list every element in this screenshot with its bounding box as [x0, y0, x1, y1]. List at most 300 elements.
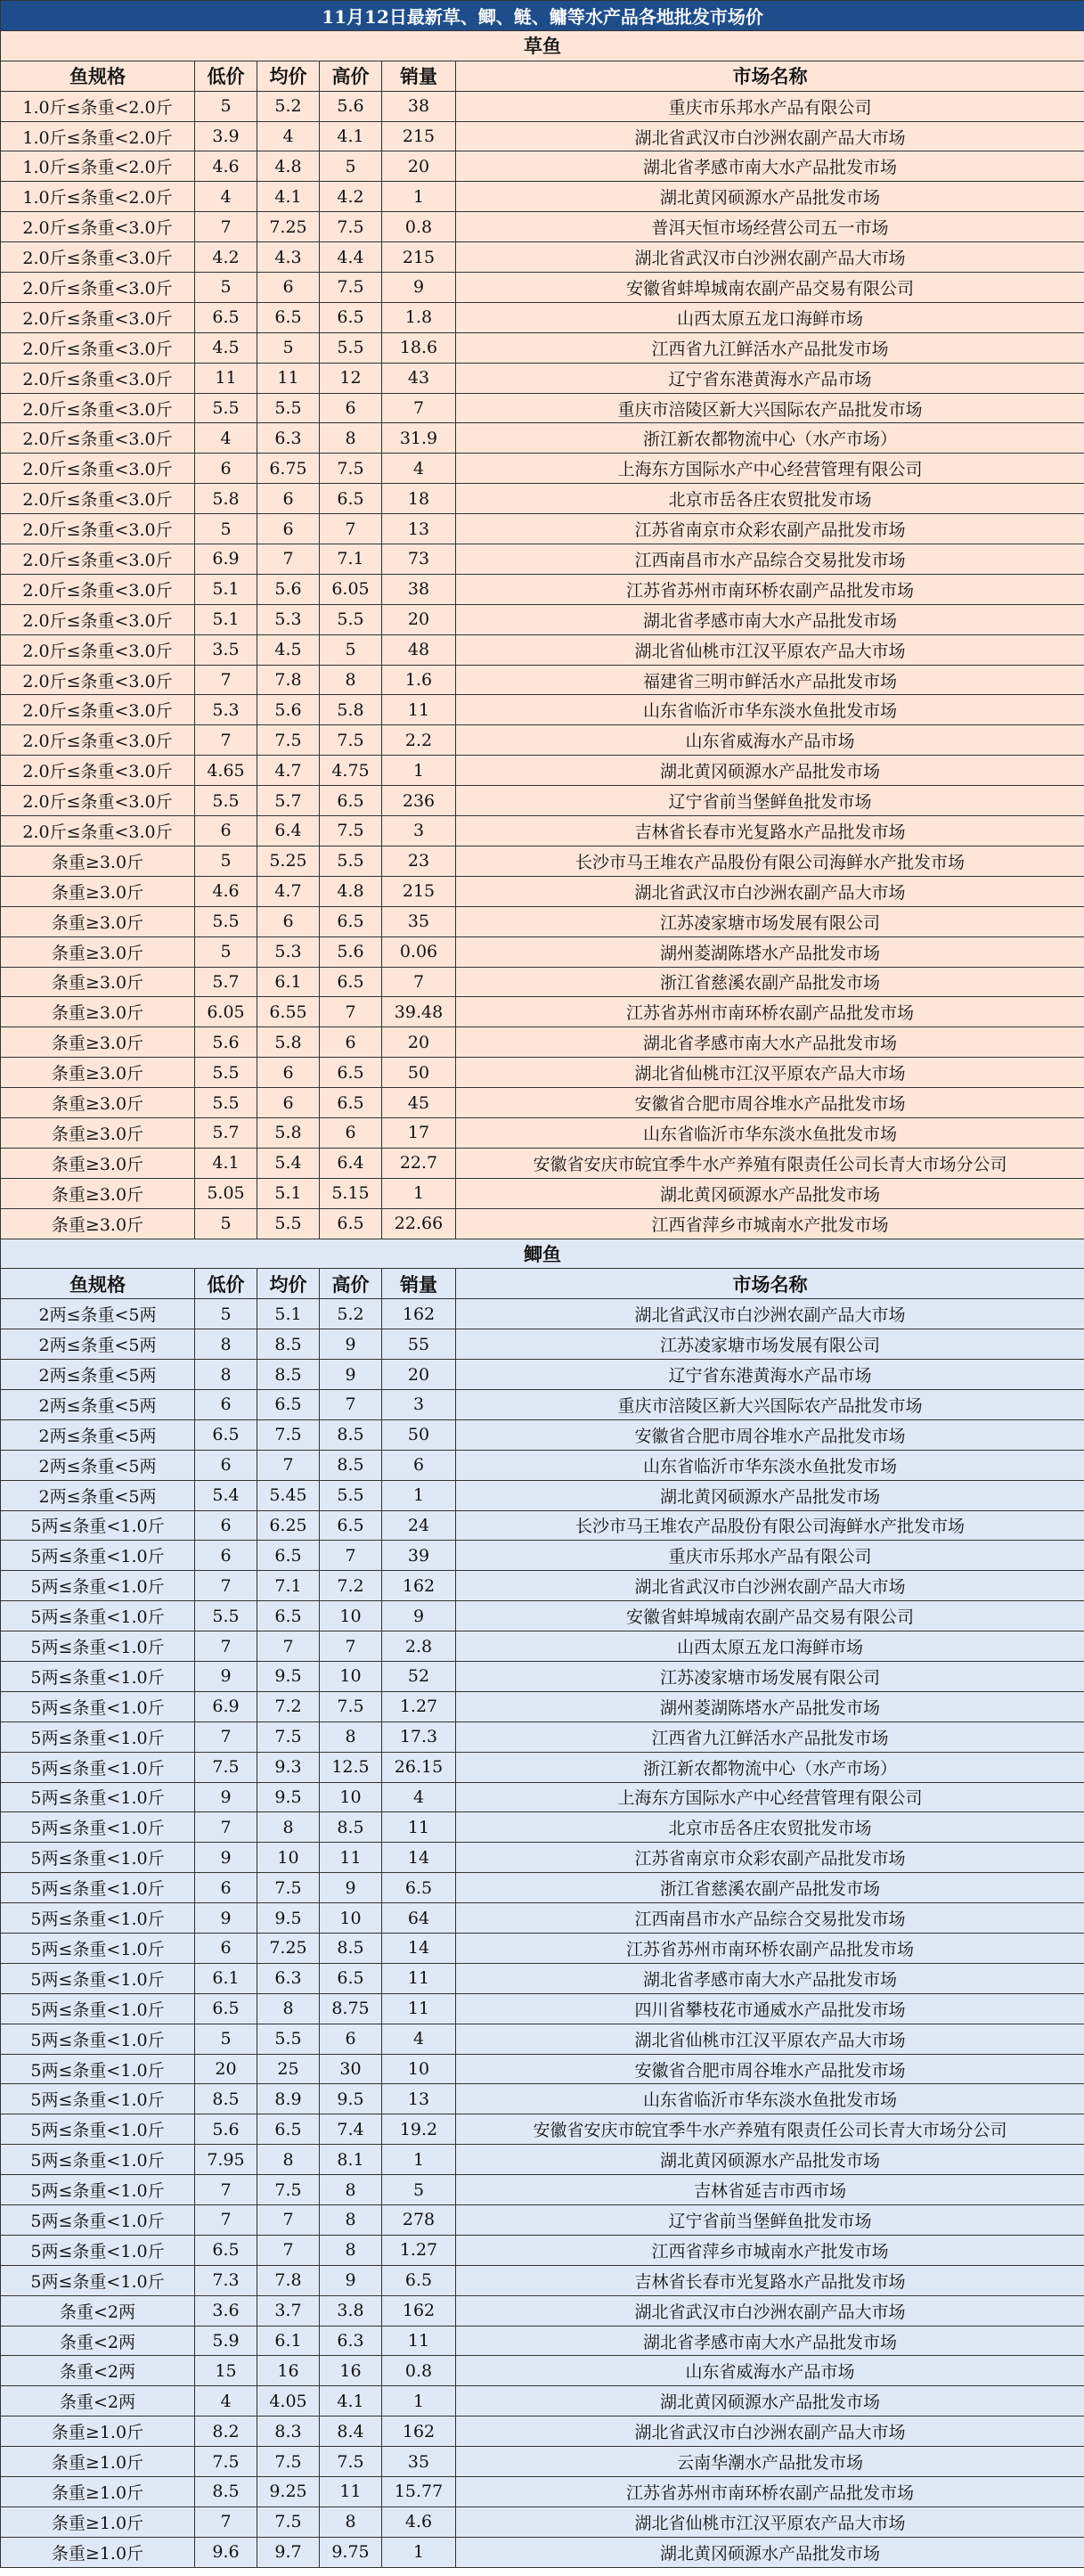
cell-avg: 5.3 — [257, 604, 320, 634]
cell-market: 江西省萍乡市城南水产批发市场 — [456, 1208, 1084, 1239]
cell-spec: 2.0斤≤条重<3.0斤 — [1, 332, 195, 363]
cell-avg: 5.6 — [257, 574, 320, 604]
cell-high: 7.5 — [320, 454, 382, 484]
cell-market: 湖北黄冈硕源水产品批发市场 — [456, 1480, 1084, 1510]
header-low: 低价 — [195, 61, 257, 91]
cell-high: 6.3 — [320, 2326, 382, 2356]
cell-high: 6 — [320, 1117, 382, 1148]
cell-avg: 9.3 — [257, 1752, 320, 1782]
cell-market: 浙江省慈溪农副产品批发市场 — [456, 1873, 1084, 1903]
cell-avg: 7 — [257, 2205, 320, 2236]
table-row — [1, 1873, 1084, 1903]
cell-high: 12.5 — [320, 1752, 382, 1782]
cell-spec: 2.0斤≤条重<3.0斤 — [1, 756, 195, 786]
cell-avg: 6.3 — [257, 423, 320, 454]
cell-market: 湖北省武汉市白沙洲农副产品大市场 — [456, 1571, 1084, 1601]
cell-market: 普洱天恒市场经营公司五一市场 — [456, 212, 1084, 242]
cell-high: 4.2 — [320, 182, 382, 212]
section-header-row — [1, 30, 1084, 61]
cell-volume: 43 — [382, 363, 456, 393]
table-row — [1, 544, 1084, 575]
cell-market: 江苏省南京市众彩农副产品批发市场 — [456, 514, 1084, 544]
table-row — [1, 1541, 1084, 1571]
cell-low: 8.2 — [195, 2417, 257, 2447]
cell-spec: 条重≥1.0斤 — [1, 2417, 195, 2447]
cell-avg: 6.1 — [257, 2326, 320, 2356]
cell-market: 福建省三明市鲜活水产品批发市场 — [456, 665, 1084, 695]
cell-spec: 2.0斤≤条重<3.0斤 — [1, 816, 195, 846]
cell-market: 湖北省仙桃市江汉平原农产品大市场 — [456, 2506, 1084, 2537]
cell-spec: 2.0斤≤条重<3.0斤 — [1, 695, 195, 725]
cell-avg: 6.75 — [257, 454, 320, 484]
cell-avg: 9.25 — [257, 2477, 320, 2507]
cell-low: 4 — [195, 423, 257, 454]
cell-avg: 8.5 — [257, 1360, 320, 1390]
cell-volume: 1.27 — [382, 1691, 456, 1721]
cell-avg: 5.4 — [257, 1148, 320, 1178]
header-high: 高价 — [320, 1269, 382, 1299]
cell-high: 5.5 — [320, 846, 382, 876]
cell-low: 6 — [195, 1873, 257, 1903]
table-row — [1, 484, 1084, 514]
cell-high: 8 — [320, 665, 382, 695]
table-row — [1, 91, 1084, 121]
cell-market: 四川省攀枝花市通威水产品批发市场 — [456, 1993, 1084, 2024]
table-row — [1, 1208, 1084, 1239]
cell-spec: 5两≤条重<1.0斤 — [1, 2145, 195, 2175]
cell-high: 9 — [320, 1873, 382, 1903]
cell-volume: 13 — [382, 514, 456, 544]
cell-market: 湖州菱湖陈塔水产品批发市场 — [456, 1691, 1084, 1721]
cell-high: 7.5 — [320, 725, 382, 756]
cell-low: 7 — [195, 725, 257, 756]
cell-avg: 7.2 — [257, 1691, 320, 1721]
cell-volume: 22.7 — [382, 1148, 456, 1178]
table-row — [1, 665, 1084, 695]
cell-market: 湖北黄冈硕源水产品批发市场 — [456, 1178, 1084, 1208]
cell-low: 5 — [195, 936, 257, 967]
cell-volume: 39 — [382, 1541, 456, 1571]
cell-low: 5 — [195, 91, 257, 121]
cell-avg: 9.5 — [257, 1661, 320, 1691]
cell-high: 7 — [320, 514, 382, 544]
table-row — [1, 423, 1084, 454]
cell-volume: 52 — [382, 1661, 456, 1691]
cell-volume: 38 — [382, 91, 456, 121]
table-row — [1, 242, 1084, 273]
cell-market: 湖北省仙桃市江汉平原农产品大市场 — [456, 2024, 1084, 2054]
cell-avg: 7 — [257, 2235, 320, 2265]
table-row — [1, 2054, 1084, 2084]
cell-low: 5.5 — [195, 786, 257, 816]
cell-high: 9 — [320, 1329, 382, 1360]
cell-low: 9 — [195, 1661, 257, 1691]
table-row — [1, 2386, 1084, 2417]
cell-volume: 9 — [382, 1601, 456, 1631]
cell-high: 5.5 — [320, 604, 382, 634]
cell-volume: 215 — [382, 121, 456, 151]
cell-low: 5 — [195, 2024, 257, 2054]
cell-spec: 2.0斤≤条重<3.0斤 — [1, 302, 195, 332]
cell-market: 江苏省苏州市南环桥农副产品批发市场 — [456, 997, 1084, 1027]
cell-low: 7 — [195, 1812, 257, 1843]
table-row — [1, 876, 1084, 906]
cell-market: 安徽省合肥市周谷堆水产品批发市场 — [456, 1088, 1084, 1118]
table-row — [1, 1934, 1084, 1964]
cell-market: 湖北黄冈硕源水产品批发市场 — [456, 2145, 1084, 2175]
cell-avg: 6 — [257, 1058, 320, 1088]
cell-market: 湖北省孝感市南大水产品批发市场 — [456, 604, 1084, 634]
cell-volume: 3 — [382, 1389, 456, 1419]
cell-avg: 4 — [257, 121, 320, 151]
cell-low: 8.5 — [195, 2084, 257, 2114]
cell-low: 5.7 — [195, 1117, 257, 1148]
cell-volume: 1 — [382, 2537, 456, 2567]
cell-high: 7 — [320, 1541, 382, 1571]
table-row — [1, 1631, 1084, 1662]
cell-low: 7 — [195, 1631, 257, 1662]
cell-market: 吉林省长春市光复路水产品批发市场 — [456, 816, 1084, 846]
cell-spec: 2.0斤≤条重<3.0斤 — [1, 454, 195, 484]
cell-market: 辽宁省东港黄海水产品市场 — [456, 1360, 1084, 1390]
cell-market: 北京市岳各庄农贸批发市场 — [456, 484, 1084, 514]
cell-market: 重庆市乐邦水产品有限公司 — [456, 91, 1084, 121]
table-row — [1, 182, 1084, 212]
cell-volume: 20 — [382, 151, 456, 182]
cell-avg: 5 — [257, 332, 320, 363]
table-row — [1, 1389, 1084, 1419]
cell-low: 5.4 — [195, 1480, 257, 1510]
cell-spec: 2两≤条重<5两 — [1, 1360, 195, 1390]
cell-avg: 7.25 — [257, 212, 320, 242]
cell-spec: 1.0斤≤条重<2.0斤 — [1, 91, 195, 121]
cell-avg: 7.5 — [257, 1873, 320, 1903]
cell-avg: 5.2 — [257, 91, 320, 121]
cell-spec: 条重≥3.0斤 — [1, 906, 195, 936]
cell-spec: 2.0斤≤条重<3.0斤 — [1, 514, 195, 544]
cell-market: 湖北黄冈硕源水产品批发市场 — [456, 2537, 1084, 2567]
cell-market: 山东省临沂市华东淡水鱼批发市场 — [456, 1117, 1084, 1148]
cell-volume: 1 — [382, 2145, 456, 2175]
cell-volume: 4 — [382, 2024, 456, 2054]
cell-volume: 9 — [382, 273, 456, 303]
cell-avg: 7.8 — [257, 665, 320, 695]
cell-high: 9.5 — [320, 2084, 382, 2114]
table-row — [1, 1721, 1084, 1752]
cell-high: 8 — [320, 2175, 382, 2205]
table-row — [1, 1571, 1084, 1601]
cell-spec: 5两≤条重<1.0斤 — [1, 1691, 195, 1721]
table-row — [1, 1782, 1084, 1812]
table-row — [1, 2145, 1084, 2175]
cell-low: 7 — [195, 665, 257, 695]
cell-spec: 5两≤条重<1.0斤 — [1, 1873, 195, 1903]
table-row — [1, 2326, 1084, 2356]
cell-market: 湖北黄冈硕源水产品批发市场 — [456, 2386, 1084, 2417]
cell-market: 湖北省武汉市白沙洲农副产品大市场 — [456, 242, 1084, 273]
cell-low: 7 — [195, 2205, 257, 2236]
cell-high: 6.5 — [320, 967, 382, 997]
cell-low: 7 — [195, 212, 257, 242]
cell-high: 6.5 — [320, 1088, 382, 1118]
cell-market: 长沙市马王堆农产品股份有限公司海鲜水产批发市场 — [456, 1510, 1084, 1541]
cell-avg: 6.5 — [257, 1389, 320, 1419]
cell-low: 9 — [195, 1843, 257, 1873]
cell-spec: 2.0斤≤条重<3.0斤 — [1, 634, 195, 665]
section-grass-carp — [1, 30, 1084, 1239]
cell-spec: 2两≤条重<5两 — [1, 1419, 195, 1450]
column-header-row — [1, 61, 1084, 91]
cell-spec: 条重≥3.0斤 — [1, 1117, 195, 1148]
cell-avg: 7.25 — [257, 1934, 320, 1964]
cell-low: 7 — [195, 2506, 257, 2537]
cell-avg: 6.5 — [257, 302, 320, 332]
cell-low: 6.5 — [195, 1993, 257, 2024]
cell-volume: 20 — [382, 1027, 456, 1058]
cell-high: 11 — [320, 1843, 382, 1873]
cell-spec: 5两≤条重<1.0斤 — [1, 1934, 195, 1964]
cell-spec: 条重≥3.0斤 — [1, 1088, 195, 1118]
cell-volume: 20 — [382, 1360, 456, 1390]
cell-low: 5.5 — [195, 1601, 257, 1631]
cell-volume: 35 — [382, 2447, 456, 2477]
cell-market: 浙江新农都物流中心（水产市场） — [456, 423, 1084, 454]
cell-spec: 条重≥3.0斤 — [1, 936, 195, 967]
cell-spec: 5两≤条重<1.0斤 — [1, 2205, 195, 2236]
cell-low: 3.9 — [195, 121, 257, 151]
cell-volume: 215 — [382, 876, 456, 906]
cell-avg: 6 — [257, 484, 320, 514]
cell-low: 4.1 — [195, 1148, 257, 1178]
table-row — [1, 997, 1084, 1027]
cell-low: 6.9 — [195, 1691, 257, 1721]
cell-low: 5.5 — [195, 906, 257, 936]
cell-market: 江西南昌市水产品综合交易批发市场 — [456, 1903, 1084, 1934]
cell-high: 6.5 — [320, 484, 382, 514]
cell-market: 江苏凌家塘市场发展有限公司 — [456, 906, 1084, 936]
cell-market: 辽宁省前当堡鲜鱼批发市场 — [456, 2205, 1084, 2236]
table-row — [1, 2205, 1084, 2236]
cell-high: 8 — [320, 423, 382, 454]
cell-volume: 55 — [382, 1329, 456, 1360]
table-row — [1, 1510, 1084, 1541]
header-avg: 均价 — [257, 1269, 320, 1299]
cell-spec: 条重≥1.0斤 — [1, 2477, 195, 2507]
cell-avg: 4.7 — [257, 756, 320, 786]
cell-low: 6.05 — [195, 997, 257, 1027]
cell-volume: 1.6 — [382, 665, 456, 695]
cell-volume: 1 — [382, 182, 456, 212]
cell-avg: 4.1 — [257, 182, 320, 212]
cell-low: 6 — [195, 454, 257, 484]
cell-volume: 11 — [382, 1963, 456, 1993]
cell-market: 江西南昌市水产品综合交易批发市场 — [456, 544, 1084, 575]
cell-spec: 2.0斤≤条重<3.0斤 — [1, 242, 195, 273]
table-row — [1, 1480, 1084, 1510]
cell-high: 5.2 — [320, 1299, 382, 1329]
table-row — [1, 2417, 1084, 2447]
cell-low: 6 — [195, 1510, 257, 1541]
cell-avg: 7.5 — [257, 2506, 320, 2537]
cell-high: 5.6 — [320, 936, 382, 967]
cell-avg: 6 — [257, 273, 320, 303]
table-row — [1, 2356, 1084, 2386]
table-row — [1, 967, 1084, 997]
cell-spec: 2.0斤≤条重<3.0斤 — [1, 212, 195, 242]
cell-avg: 5.1 — [257, 1299, 320, 1329]
cell-market: 安徽省合肥市周谷堆水产品批发市场 — [456, 2054, 1084, 2084]
cell-market: 江苏省苏州市南环桥农副产品批发市场 — [456, 1934, 1084, 1964]
cell-spec: 5两≤条重<1.0斤 — [1, 2054, 195, 2084]
cell-high: 4.4 — [320, 242, 382, 273]
cell-avg: 6.5 — [257, 2114, 320, 2145]
table-row — [1, 1903, 1084, 1934]
cell-spec: 1.0斤≤条重<2.0斤 — [1, 121, 195, 151]
cell-avg: 9.7 — [257, 2537, 320, 2567]
cell-high: 7.5 — [320, 816, 382, 846]
cell-avg: 4.7 — [257, 876, 320, 906]
cell-avg: 3.7 — [257, 2295, 320, 2326]
table-row — [1, 2175, 1084, 2205]
cell-spec: 5两≤条重<1.0斤 — [1, 1601, 195, 1631]
cell-avg: 16 — [257, 2356, 320, 2386]
cell-high: 6 — [320, 1027, 382, 1058]
cell-avg: 8 — [257, 1812, 320, 1843]
cell-avg: 5.1 — [257, 1178, 320, 1208]
cell-high: 5.6 — [320, 91, 382, 121]
cell-volume: 162 — [382, 1571, 456, 1601]
table-row — [1, 695, 1084, 725]
table-row — [1, 1329, 1084, 1360]
cell-market: 上海东方国际水产中心经营管理有限公司 — [456, 454, 1084, 484]
cell-spec: 2.0斤≤条重<3.0斤 — [1, 725, 195, 756]
cell-volume: 17.3 — [382, 1721, 456, 1752]
cell-volume: 14 — [382, 1934, 456, 1964]
cell-low: 4.2 — [195, 242, 257, 273]
cell-market: 山东省临沂市华东淡水鱼批发市场 — [456, 2084, 1084, 2114]
cell-avg: 6.4 — [257, 816, 320, 846]
table-row — [1, 393, 1084, 423]
cell-volume: 45 — [382, 1088, 456, 1118]
cell-low: 15 — [195, 2356, 257, 2386]
cell-avg: 5.5 — [257, 2024, 320, 2054]
cell-avg: 11 — [257, 363, 320, 393]
cell-spec: 条重≥3.0斤 — [1, 967, 195, 997]
table-row — [1, 1027, 1084, 1058]
table-row — [1, 1058, 1084, 1088]
cell-avg: 5.3 — [257, 936, 320, 967]
cell-low: 7.95 — [195, 2145, 257, 2175]
cell-market: 重庆市涪陵区新大兴国际农产品批发市场 — [456, 393, 1084, 423]
cell-spec: 条重<2两 — [1, 2356, 195, 2386]
cell-low: 8.5 — [195, 2477, 257, 2507]
cell-spec: 5两≤条重<1.0斤 — [1, 1812, 195, 1843]
table-row — [1, 514, 1084, 544]
cell-spec: 5两≤条重<1.0斤 — [1, 1510, 195, 1541]
cell-spec: 2.0斤≤条重<3.0斤 — [1, 544, 195, 575]
cell-market: 吉林省长春市光复路水产品批发市场 — [456, 2265, 1084, 2295]
cell-volume: 23 — [382, 846, 456, 876]
cell-spec: 2.0斤≤条重<3.0斤 — [1, 665, 195, 695]
cell-high: 6.4 — [320, 1148, 382, 1178]
cell-avg: 8 — [257, 2145, 320, 2175]
cell-spec: 条重≥1.0斤 — [1, 2447, 195, 2477]
table-row — [1, 725, 1084, 756]
cell-spec: 2.0斤≤条重<3.0斤 — [1, 393, 195, 423]
cell-volume: 5 — [382, 2175, 456, 2205]
cell-volume: 15.77 — [382, 2477, 456, 2507]
cell-avg: 6 — [257, 1088, 320, 1118]
table-row — [1, 2447, 1084, 2477]
cell-avg: 7.8 — [257, 2265, 320, 2295]
cell-spec: 2两≤条重<5两 — [1, 1389, 195, 1419]
cell-high: 7 — [320, 1631, 382, 1662]
cell-spec: 条重≥1.0斤 — [1, 2537, 195, 2567]
header-spec: 鱼规格 — [1, 1269, 195, 1299]
cell-spec: 1.0斤≤条重<2.0斤 — [1, 182, 195, 212]
cell-low: 5.5 — [195, 1088, 257, 1118]
cell-volume: 236 — [382, 786, 456, 816]
cell-avg: 5.7 — [257, 786, 320, 816]
cell-high: 7.5 — [320, 273, 382, 303]
cell-market: 湖北省武汉市白沙洲农副产品大市场 — [456, 1299, 1084, 1329]
table-row — [1, 1752, 1084, 1782]
cell-avg: 7 — [257, 1450, 320, 1480]
table-row — [1, 574, 1084, 604]
cell-low: 5.8 — [195, 484, 257, 514]
cell-market: 辽宁省东港黄海水产品市场 — [456, 363, 1084, 393]
cell-market: 山西太原五龙口海鲜市场 — [456, 1631, 1084, 1662]
table-row — [1, 1812, 1084, 1843]
cell-high: 6.5 — [320, 1208, 382, 1239]
cell-volume: 50 — [382, 1419, 456, 1450]
cell-low: 5 — [195, 273, 257, 303]
cell-market: 浙江省慈溪农副产品批发市场 — [456, 967, 1084, 997]
cell-high: 7.1 — [320, 544, 382, 575]
cell-volume: 7 — [382, 967, 456, 997]
table-row — [1, 1661, 1084, 1691]
cell-spec: 5两≤条重<1.0斤 — [1, 1661, 195, 1691]
cell-volume: 11 — [382, 1812, 456, 1843]
table-row — [1, 2114, 1084, 2145]
cell-market: 安徽省安庆市皖宜季牛水产养殖有限责任公司长青大市场分公司 — [456, 1148, 1084, 1178]
cell-volume: 64 — [382, 1903, 456, 1934]
cell-market: 上海东方国际水产中心经营管理有限公司 — [456, 1782, 1084, 1812]
table-row — [1, 151, 1084, 182]
cell-high: 7.5 — [320, 2447, 382, 2477]
cell-high: 8 — [320, 2205, 382, 2236]
cell-low: 5.1 — [195, 604, 257, 634]
cell-high: 10 — [320, 1903, 382, 1934]
cell-avg: 8 — [257, 1993, 320, 2024]
cell-spec: 条重≥3.0斤 — [1, 1208, 195, 1239]
cell-market: 安徽省蚌埠城南农副产品交易有限公司 — [456, 273, 1084, 303]
cell-market: 江苏凌家塘市场发展有限公司 — [456, 1661, 1084, 1691]
table-row — [1, 2265, 1084, 2295]
table-row — [1, 816, 1084, 846]
cell-avg: 5.45 — [257, 1480, 320, 1510]
header-spec: 鱼规格 — [1, 61, 195, 91]
cell-volume: 14 — [382, 1843, 456, 1873]
cell-high: 6.5 — [320, 302, 382, 332]
cell-low: 5.9 — [195, 2326, 257, 2356]
cell-low: 5.05 — [195, 1178, 257, 1208]
cell-spec: 5两≤条重<1.0斤 — [1, 1571, 195, 1601]
cell-high: 9.75 — [320, 2537, 382, 2567]
cell-market: 湖北省武汉市白沙洲农副产品大市场 — [456, 2295, 1084, 2326]
cell-volume: 17 — [382, 1117, 456, 1148]
cell-avg: 8.9 — [257, 2084, 320, 2114]
